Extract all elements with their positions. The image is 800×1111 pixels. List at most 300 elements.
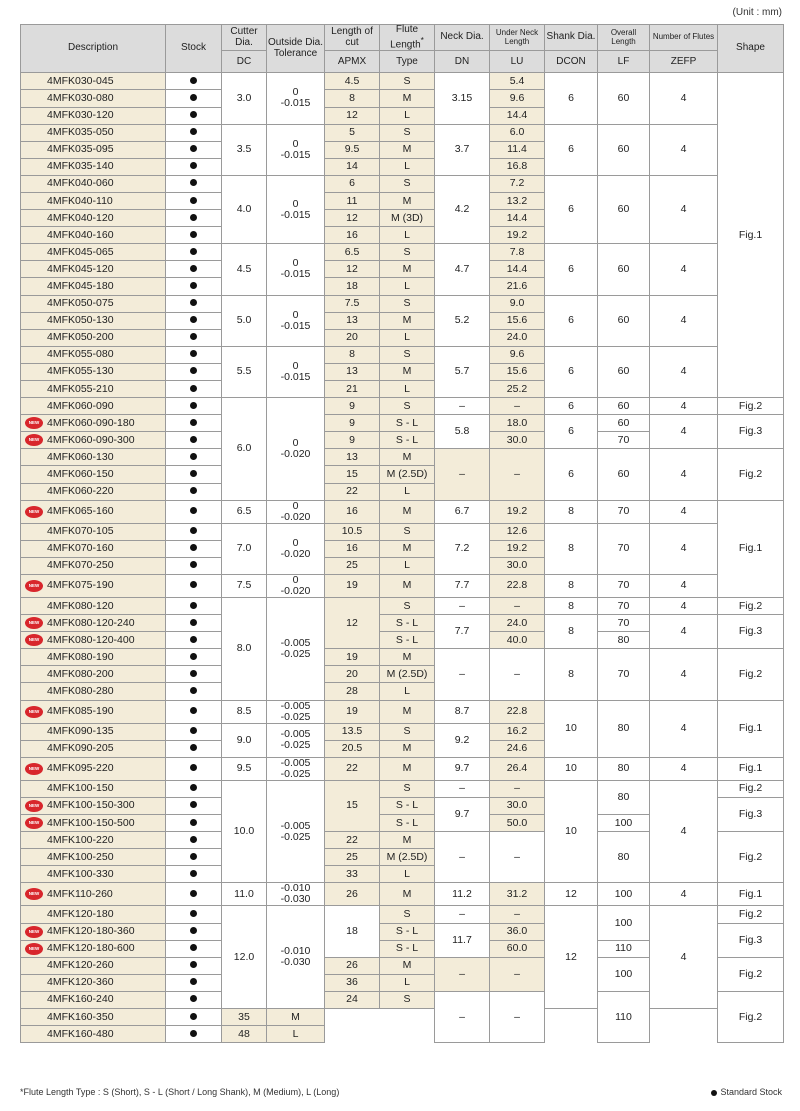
- cell-dn: –: [435, 398, 490, 415]
- cell-lu: 7.8: [490, 244, 545, 261]
- cell-type: M: [380, 740, 435, 757]
- cell-dn: 5.8: [435, 415, 490, 449]
- stock-dot-icon: [190, 282, 197, 289]
- cell-dc: 8.5: [222, 700, 267, 723]
- cell-stock: [166, 346, 222, 363]
- stock-dot-icon: [190, 265, 197, 272]
- cell-type: S: [380, 723, 435, 740]
- cell-lu: 25.2: [490, 381, 545, 398]
- cell-type: S: [380, 295, 435, 312]
- stock-dot-icon: [190, 670, 197, 677]
- stock-dot-icon: [190, 707, 197, 714]
- cell-lf: 100: [598, 883, 650, 906]
- cell-lu: 12.6: [490, 523, 545, 540]
- cell-dn: 3.15: [435, 73, 490, 124]
- cell-lf: 70: [598, 649, 650, 700]
- cell-apmx: 16: [325, 500, 380, 523]
- cell-z: 4: [650, 757, 718, 780]
- cell-dn: 9.2: [435, 723, 490, 757]
- cell-type: L: [380, 227, 435, 244]
- cell-description: [21, 244, 166, 261]
- description-text: 4MFK120-180: [47, 907, 114, 920]
- cell-description: [21, 1026, 166, 1043]
- cell-lu: 22.8: [490, 700, 545, 723]
- cell-apmx: 35: [222, 1008, 267, 1025]
- cell-lu: –: [490, 398, 545, 415]
- description-text: 4MFK035-140: [47, 160, 114, 173]
- cell-stock: [166, 192, 222, 209]
- cell-type: S: [380, 991, 435, 1008]
- description-text: 4MFK085-190: [47, 705, 114, 718]
- cell-z: 4: [650, 295, 718, 346]
- cell-dc: 5.5: [222, 346, 267, 397]
- cell-lu: 9.0: [490, 295, 545, 312]
- flute-length-asterisk: *: [420, 34, 424, 45]
- cell-apmx: 13.5: [325, 723, 380, 740]
- stock-dot-icon: [190, 453, 197, 460]
- cell-apmx: 7.5: [325, 295, 380, 312]
- cell-apmx: 13: [325, 449, 380, 466]
- cell-lu: 7.2: [490, 175, 545, 192]
- cell-z: 4: [650, 73, 718, 124]
- cell-stock: [166, 210, 222, 227]
- cell-dc: 3.5: [222, 124, 267, 175]
- cell-stock: [166, 923, 222, 940]
- cell-dc: 3.0: [222, 73, 267, 124]
- cell-lf: 100: [598, 815, 650, 832]
- cell-dcon: 10: [545, 700, 598, 757]
- cell-dn: –: [435, 598, 490, 615]
- new-badge-icon: NEW: [25, 417, 43, 429]
- stock-dot-icon: [190, 419, 197, 426]
- cell-stock: [166, 141, 222, 158]
- stock-dot-icon: [190, 214, 197, 221]
- cell-description: [21, 261, 166, 278]
- cell-shape: Fig.2: [718, 906, 784, 923]
- cell-description: [21, 210, 166, 227]
- stock-dot-icon: [190, 487, 197, 494]
- header-description: Description: [21, 25, 166, 73]
- cell-description: [21, 683, 166, 700]
- stock-dot-icon: [190, 801, 197, 808]
- header-under-neck: Under Neck Length: [490, 25, 545, 51]
- cell-description: [21, 991, 166, 1008]
- cell-apmx: 6: [325, 175, 380, 192]
- stock-dot-icon: [190, 927, 197, 934]
- cell-lu: 36.0: [490, 923, 545, 940]
- legend-label: Standard Stock: [720, 1087, 782, 1097]
- cell-apmx: 12: [325, 107, 380, 124]
- stock-dot-icon: [190, 179, 197, 186]
- description-text: 4MFK030-045: [47, 74, 114, 87]
- cell-lu: 50.0: [490, 815, 545, 832]
- cell-stock: [166, 866, 222, 883]
- cell-tol: 0 -0.015: [267, 124, 325, 175]
- cell-description: [21, 466, 166, 483]
- table-row: [21, 244, 784, 261]
- description-text: 4MFK120-360: [47, 976, 114, 989]
- cell-stock: [166, 449, 222, 466]
- stock-dot-icon: [190, 961, 197, 968]
- cell-lf: 80: [598, 632, 650, 649]
- cell-z: 4: [650, 523, 718, 574]
- description-text: 4MFK045-120: [47, 262, 114, 275]
- header-flute-type: Type: [380, 51, 435, 73]
- cell-tol: -0.010 -0.030: [267, 883, 325, 906]
- cell-type: M: [380, 192, 435, 209]
- cell-lf: 70: [598, 432, 650, 449]
- stock-dot-icon: [190, 470, 197, 477]
- cell-stock: [166, 398, 222, 415]
- header-apmx: APMX: [325, 51, 380, 73]
- cell-type: S - L: [380, 797, 435, 814]
- description-text: 4MFK060-150: [47, 468, 114, 481]
- stock-dot-icon: [190, 744, 197, 751]
- cell-shape: Fig.2: [718, 957, 784, 991]
- cell-description: [21, 158, 166, 175]
- cell-description: [21, 398, 166, 415]
- cell-apmx: 4.5: [325, 73, 380, 90]
- table-row: [21, 124, 784, 141]
- cell-description: [21, 940, 166, 957]
- cell-description: [21, 815, 166, 832]
- cell-stock: [166, 466, 222, 483]
- cell-dcon: 6: [545, 175, 598, 243]
- cell-apmx: 33: [325, 866, 380, 883]
- cell-shape: Fig.2: [718, 449, 784, 500]
- cell-type: S: [380, 124, 435, 141]
- description-text: 4MFK080-200: [47, 667, 114, 680]
- cell-stock: [166, 940, 222, 957]
- cell-shape: Fig.1: [718, 700, 784, 757]
- table-row: [21, 500, 784, 523]
- description-text: 4MFK100-330: [47, 867, 114, 880]
- cell-stock: [166, 363, 222, 380]
- cell-apmx: 12: [325, 210, 380, 227]
- cell-stock: [166, 815, 222, 832]
- cell-lf: 60: [598, 295, 650, 346]
- unit-note: (Unit : mm): [732, 7, 782, 18]
- stock-dot-icon: [190, 687, 197, 694]
- cell-lf: 70: [598, 598, 650, 615]
- cell-description: [21, 278, 166, 295]
- cell-lu: 16.8: [490, 158, 545, 175]
- table-row: [21, 175, 784, 192]
- cell-apmx: 36: [325, 974, 380, 991]
- cell-z: 4: [650, 598, 718, 615]
- cell-type: S: [380, 398, 435, 415]
- cell-stock: [166, 849, 222, 866]
- cell-lu: –: [490, 598, 545, 615]
- cell-stock: [166, 227, 222, 244]
- cell-lf: 80: [598, 780, 650, 814]
- cell-lu: –: [490, 449, 545, 500]
- cell-dc: 9.0: [222, 723, 267, 757]
- cell-shape: Fig.2: [718, 780, 784, 797]
- cell-type: S - L: [380, 415, 435, 432]
- description-text: 4MFK070-105: [47, 525, 114, 538]
- cell-type: M (2.5D): [380, 849, 435, 866]
- table-row: [21, 700, 784, 723]
- new-badge-icon: NEW: [25, 580, 43, 592]
- cell-type: S: [380, 598, 435, 615]
- stock-dot-icon: [190, 1030, 197, 1037]
- cell-type: L: [380, 158, 435, 175]
- cell-description: [21, 615, 166, 632]
- cell-description: [21, 449, 166, 466]
- cell-tol: 0 -0.020: [267, 398, 325, 501]
- cell-description: [21, 574, 166, 597]
- new-badge-icon: NEW: [25, 926, 43, 938]
- cell-description: [21, 90, 166, 107]
- cell-z: 4: [650, 346, 718, 397]
- cell-apmx: 8: [325, 346, 380, 363]
- description-text: 4MFK070-250: [47, 559, 114, 572]
- cell-stock: [166, 832, 222, 849]
- cell-dn: 9.7: [435, 757, 490, 780]
- cell-lf: 60: [598, 398, 650, 415]
- cell-type: L: [380, 483, 435, 500]
- cell-stock: [166, 312, 222, 329]
- cell-z: 4: [650, 175, 718, 243]
- description-text: 4MFK050-130: [47, 314, 114, 327]
- cell-dn: 9.7: [435, 797, 490, 831]
- cell-shape: Fig.3: [718, 615, 784, 649]
- new-badge-icon: NEW: [25, 706, 43, 718]
- cell-tol: -0.005 -0.025: [267, 780, 325, 883]
- cell-description: [21, 227, 166, 244]
- description-text: 4MFK050-200: [47, 331, 114, 344]
- cell-description: [21, 923, 166, 940]
- description-text: 4MFK040-120: [47, 211, 114, 224]
- description-text: 4MFK070-160: [47, 542, 114, 555]
- cell-dc: 7.0: [222, 523, 267, 574]
- cell-type: M: [380, 649, 435, 666]
- table-row: [21, 598, 784, 615]
- cell-type: M: [380, 957, 435, 974]
- description-text: 4MFK055-130: [47, 365, 114, 378]
- description-text: 4MFK040-160: [47, 228, 114, 241]
- cell-tol: 0 -0.015: [267, 244, 325, 295]
- cell-description: [21, 666, 166, 683]
- cell-dn: –: [435, 780, 490, 797]
- header-flute-length: [380, 25, 435, 51]
- stock-dot-icon: [190, 385, 197, 392]
- cell-apmx: 13: [325, 312, 380, 329]
- cell-lf: 60: [598, 346, 650, 397]
- cell-lf: 100: [598, 906, 650, 940]
- cell-dn: 11.7: [435, 923, 490, 957]
- cell-stock: [166, 483, 222, 500]
- cell-stock: [166, 175, 222, 192]
- cell-dcon: 6: [545, 73, 598, 124]
- cell-lu: 40.0: [490, 632, 545, 649]
- cell-description: [21, 107, 166, 124]
- cell-type: S: [380, 244, 435, 261]
- cell-lu: 13.2: [490, 192, 545, 209]
- description-text: 4MFK060-090-180: [47, 416, 135, 429]
- table-row: [21, 649, 784, 666]
- cell-stock: [166, 632, 222, 649]
- stock-dot-icon: [190, 727, 197, 734]
- cell-apmx: 25: [325, 849, 380, 866]
- cell-stock: [166, 261, 222, 278]
- cell-apmx: 18: [325, 906, 380, 957]
- stock-dot-icon: [190, 402, 197, 409]
- cell-tol: 0 -0.015: [267, 175, 325, 243]
- cell-stock: [166, 683, 222, 700]
- stock-dot-icon: [190, 436, 197, 443]
- cell-z: 4: [650, 700, 718, 757]
- cell-description: [21, 415, 166, 432]
- description-text: 4MFK110-260: [47, 887, 113, 900]
- table-row: [21, 1008, 784, 1025]
- cell-apmx: 12: [325, 598, 380, 649]
- cell-type: M: [380, 449, 435, 466]
- stock-dot-icon: [190, 836, 197, 843]
- cell-shape: Fig.1: [718, 883, 784, 906]
- cell-dcon: 8: [545, 649, 598, 700]
- cell-z: 4: [650, 574, 718, 597]
- cell-lu: 9.6: [490, 90, 545, 107]
- cell-lu: –: [490, 780, 545, 797]
- cell-lf: 70: [598, 500, 650, 523]
- cell-lu: 19.2: [490, 540, 545, 557]
- stock-dot-icon: [190, 1013, 197, 1020]
- header-num-flutes: Number of Flutes: [650, 25, 718, 51]
- new-badge-icon: NEW: [25, 943, 43, 955]
- cell-shape: Fig.1: [718, 500, 784, 597]
- stock-dot-icon: [190, 231, 197, 238]
- cell-apmx: 20: [325, 666, 380, 683]
- cell-lf: 70: [598, 615, 650, 632]
- cell-dcon: 6: [545, 398, 598, 415]
- cell-stock: [166, 780, 222, 797]
- cell-type: M: [380, 500, 435, 523]
- stock-dot-icon: [190, 619, 197, 626]
- cell-lu: 14.4: [490, 210, 545, 227]
- description-text: 4MFK100-220: [47, 833, 114, 846]
- cell-type: L: [380, 278, 435, 295]
- cell-lu: 19.2: [490, 227, 545, 244]
- description-text: 4MFK060-090-300: [47, 433, 135, 446]
- cell-apmx: 5: [325, 124, 380, 141]
- cell-type: S - L: [380, 815, 435, 832]
- cell-type: S: [380, 780, 435, 797]
- cell-type: S - L: [380, 940, 435, 957]
- cell-description: [21, 192, 166, 209]
- cell-type: S: [380, 175, 435, 192]
- cell-stock: [166, 957, 222, 974]
- cell-lu: 15.6: [490, 312, 545, 329]
- cell-description: [21, 757, 166, 780]
- stock-dot-icon: [190, 333, 197, 340]
- cell-apmx: 20: [325, 329, 380, 346]
- stock-dot-icon: [190, 870, 197, 877]
- table-row: [21, 906, 784, 923]
- cell-dcon: 6: [545, 124, 598, 175]
- table-row: [21, 415, 784, 432]
- cell-type: M (2.5D): [380, 466, 435, 483]
- cell-dc: 4.0: [222, 175, 267, 243]
- cell-dn: –: [435, 449, 490, 500]
- cell-dn: –: [435, 957, 490, 991]
- stock-dot-icon: [190, 819, 197, 826]
- cell-description: [21, 175, 166, 192]
- stock-dot-icon: [190, 128, 197, 135]
- cell-type: M (3D): [380, 210, 435, 227]
- cell-stock: [166, 295, 222, 312]
- cell-stock: [166, 757, 222, 780]
- cell-type: L: [380, 107, 435, 124]
- description-text: 4MFK100-150: [47, 782, 114, 795]
- cell-lf: 110: [598, 991, 650, 1042]
- header-dcon: DCON: [545, 51, 598, 73]
- cell-description: [21, 740, 166, 757]
- new-badge-icon: NEW: [25, 434, 43, 446]
- cell-shape: Fig.2: [718, 398, 784, 415]
- cell-dn: 4.7: [435, 244, 490, 295]
- cell-tol: -0.005 -0.025: [267, 598, 325, 701]
- cell-apmx: 19: [325, 649, 380, 666]
- cell-description: [21, 363, 166, 380]
- cell-apmx: 16: [325, 227, 380, 244]
- cell-stock: [166, 124, 222, 141]
- cell-stock: [166, 991, 222, 1008]
- cell-stock: [166, 700, 222, 723]
- cell-type: M: [380, 363, 435, 380]
- cell-type: S: [380, 73, 435, 90]
- description-text: 4MFK100-150-500: [47, 816, 135, 829]
- cell-dcon: 8: [545, 523, 598, 574]
- cell-type: M: [380, 574, 435, 597]
- description-text: 4MFK160-240: [47, 993, 114, 1006]
- stock-dot-icon: [190, 197, 197, 204]
- cell-lu: 24.6: [490, 740, 545, 757]
- cell-lf: 60: [598, 415, 650, 432]
- stock-dot-icon: [190, 890, 197, 897]
- cell-type: L: [380, 974, 435, 991]
- cell-shape: Fig.1: [718, 73, 784, 398]
- cell-lu: 26.4: [490, 757, 545, 780]
- stock-dot-icon: [190, 527, 197, 534]
- new-badge-icon: NEW: [25, 817, 43, 829]
- cell-lf: 100: [598, 957, 650, 991]
- cell-tol: -0.010 -0.030: [267, 906, 325, 1009]
- cell-lf: 60: [598, 73, 650, 124]
- description-text: 4MFK060-090: [47, 399, 114, 412]
- cell-type: M: [380, 90, 435, 107]
- cell-lu: 19.2: [490, 500, 545, 523]
- cell-stock: [166, 666, 222, 683]
- cell-stock: [166, 415, 222, 432]
- cell-dcon: 6: [545, 346, 598, 397]
- cell-apmx: 21: [325, 381, 380, 398]
- cell-dc: 6.0: [222, 398, 267, 501]
- stock-dot-icon: [190, 367, 197, 374]
- cell-shape: Fig.3: [718, 415, 784, 449]
- cell-dcon: 6: [545, 244, 598, 295]
- new-badge-icon: NEW: [25, 800, 43, 812]
- cell-type: L: [267, 1026, 325, 1043]
- cell-lf: 80: [598, 832, 650, 883]
- cell-lu: 60.0: [490, 940, 545, 957]
- cell-apmx: 10.5: [325, 523, 380, 540]
- cell-type: L: [380, 329, 435, 346]
- cell-apmx: 9: [325, 432, 380, 449]
- cell-apmx: 26: [325, 883, 380, 906]
- cell-apmx: 26: [325, 957, 380, 974]
